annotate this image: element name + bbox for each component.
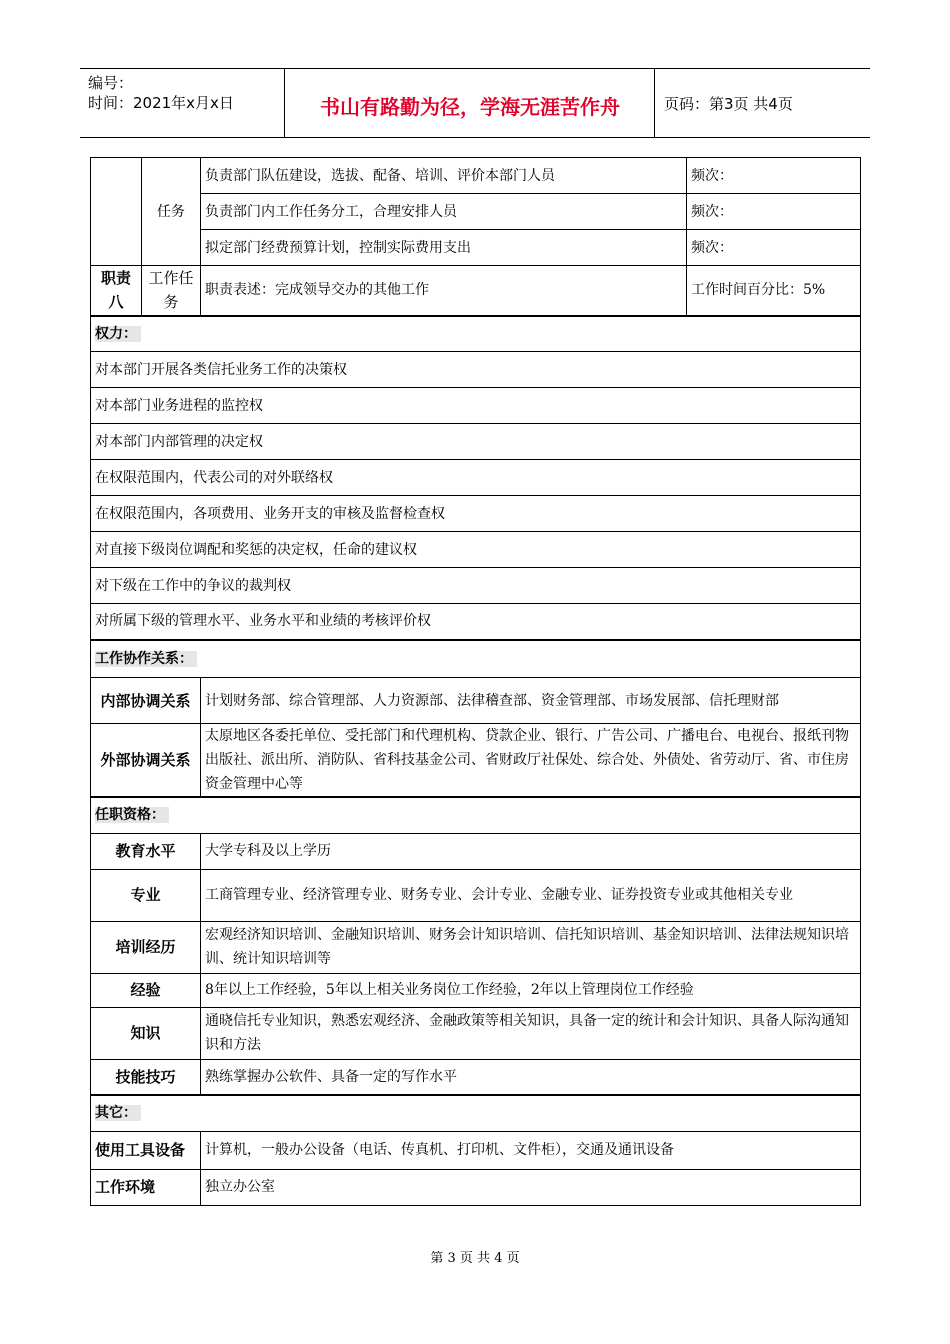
task-row (91, 158, 861, 194)
power-item-text: 在权限范围内，代表公司的对外联络权 (91, 460, 861, 496)
power-section-header (91, 316, 861, 352)
duty-8-label: 职责八 (91, 266, 142, 316)
qualifications-title: 任职资格： (95, 807, 169, 823)
power-item (91, 388, 861, 424)
internal-relations-row (91, 678, 861, 724)
task-text: 负责部门内工作任务分工，合理安排人员 (201, 194, 687, 230)
internal-relations-value: 计划财务部、综合管理部、人力资源部、法律稽查部、资金管理部、市场发展部、信托理财部 (201, 678, 861, 724)
power-item-text: 对下级在工作中的争议的裁判权 (91, 568, 861, 604)
qualification-row (91, 921, 861, 973)
tools-value: 计算机，一般办公设备（电话、传真机、打印机、文件柜），交通及通讯设备 (201, 1131, 861, 1169)
task-text: 负责部门队伍建设，选拔、配备、培训、评价本部门人员 (201, 158, 687, 194)
duty-8-description: 职责表述：完成领导交办的其他工作 (201, 266, 687, 316)
other-section-header (91, 1095, 861, 1131)
qualification-value: 通晓信托专业知识，熟悉宏观经济、金融政策等相关知识，具备一定的统计和会计知识、具备人际沟通知识和方法 (201, 1007, 861, 1059)
power-item-text: 对所属下级的管理水平、业务水平和业绩的考核评价权 (91, 604, 861, 640)
external-relations-value: 太原地区各委托单位、受托部门和代理机构、贷款企业、银行、广告公司、广播电台、电视台、报纸刊物出版社、派出所、消防队、省科技基金公司、省财政厅社保处、综合处、外债处、省劳动厅、省、市住房资金管理中心等 (201, 724, 861, 798)
qualification-row (91, 833, 861, 869)
power-item (91, 460, 861, 496)
header-divider (284, 69, 285, 137)
power-title: 权力： (95, 326, 141, 342)
environment-row (91, 1169, 861, 1205)
relations-title: 工作协作关系： (95, 651, 197, 667)
external-relations-row (91, 724, 861, 798)
qualifications-section-header (91, 797, 861, 833)
duty-8-task-label: 工作任务 (142, 266, 201, 316)
power-item-text: 对本部门业务进程的监控权 (91, 388, 861, 424)
page-indicator: 页码：第3页 共4页 (664, 95, 793, 113)
other-title: 其它： (95, 1105, 141, 1121)
power-item-text: 对本部门内部管理的决定权 (91, 424, 861, 460)
task-frequency: 频次： (687, 194, 861, 230)
qualification-row (91, 869, 861, 921)
power-item (91, 496, 861, 532)
qualification-row (91, 1059, 861, 1095)
qualification-label: 技能技巧 (91, 1059, 201, 1095)
power-item-text: 在权限范围内，各项费用、业务开支的审核及监督检查权 (91, 496, 861, 532)
qualification-value: 熟练掌握办公软件、具备一定的写作水平 (201, 1059, 861, 1095)
job-description-table (90, 157, 861, 1206)
page-header (80, 68, 870, 138)
internal-relations-label: 内部协调关系 (91, 678, 201, 724)
page-footer: 第 3 页 共 4 页 (430, 1251, 520, 1266)
task-text: 拟定部门经费预算计划，控制实际费用支出 (201, 230, 687, 266)
qualification-value: 工商管理专业、经济管理专业、财务专业、会计专业、金融专业、证券投资专业或其他相关专业 (201, 869, 861, 921)
doc-time-label: 时间：2021年x月x日 (88, 94, 234, 112)
header-motto: 书山有路勤为径，学海无涯苦作舟 (320, 95, 620, 119)
power-item (91, 604, 861, 640)
duty-label-cell (91, 158, 142, 266)
tools-row (91, 1131, 861, 1169)
power-item-text: 对直接下级岗位调配和奖惩的决定权，任命的建议权 (91, 532, 861, 568)
external-relations-label: 外部协调关系 (91, 724, 201, 798)
qualification-label: 培训经历 (91, 921, 201, 973)
task-label: 任务 (142, 158, 201, 266)
duty-8-row (91, 266, 861, 316)
power-item (91, 568, 861, 604)
qualification-label: 知识 (91, 1007, 201, 1059)
environment-value: 独立办公室 (201, 1169, 861, 1205)
tools-label: 使用工具设备 (91, 1131, 201, 1169)
doc-number-label: 编号： (88, 74, 134, 92)
relations-section-header (91, 640, 861, 678)
qualification-value: 大学专科及以上学历 (201, 833, 861, 869)
task-row (91, 230, 861, 266)
task-frequency: 频次： (687, 230, 861, 266)
qualification-value: 8年以上工作经验，5年以上相关业务岗位工作经验，2年以上管理岗位工作经验 (201, 973, 861, 1007)
power-item (91, 532, 861, 568)
doc-meta (88, 73, 234, 113)
qualification-row (91, 973, 861, 1007)
qualification-row (91, 1007, 861, 1059)
header-divider (654, 69, 655, 137)
duty-8-time-percent: 工作时间百分比：5% (687, 266, 861, 316)
power-item (91, 352, 861, 388)
qualification-label: 经验 (91, 973, 201, 1007)
qualification-label: 专业 (91, 869, 201, 921)
qualification-label: 教育水平 (91, 833, 201, 869)
power-item (91, 424, 861, 460)
task-row (91, 194, 861, 230)
environment-label: 工作环境 (91, 1169, 201, 1205)
power-item-text: 对本部门开展各类信托业务工作的决策权 (91, 352, 861, 388)
task-frequency: 频次： (687, 158, 861, 194)
qualification-value: 宏观经济知识培训、金融知识培训、财务会计知识培训、信托知识培训、基金知识培训、法律法规知识培训、统计知识培训等 (201, 921, 861, 973)
